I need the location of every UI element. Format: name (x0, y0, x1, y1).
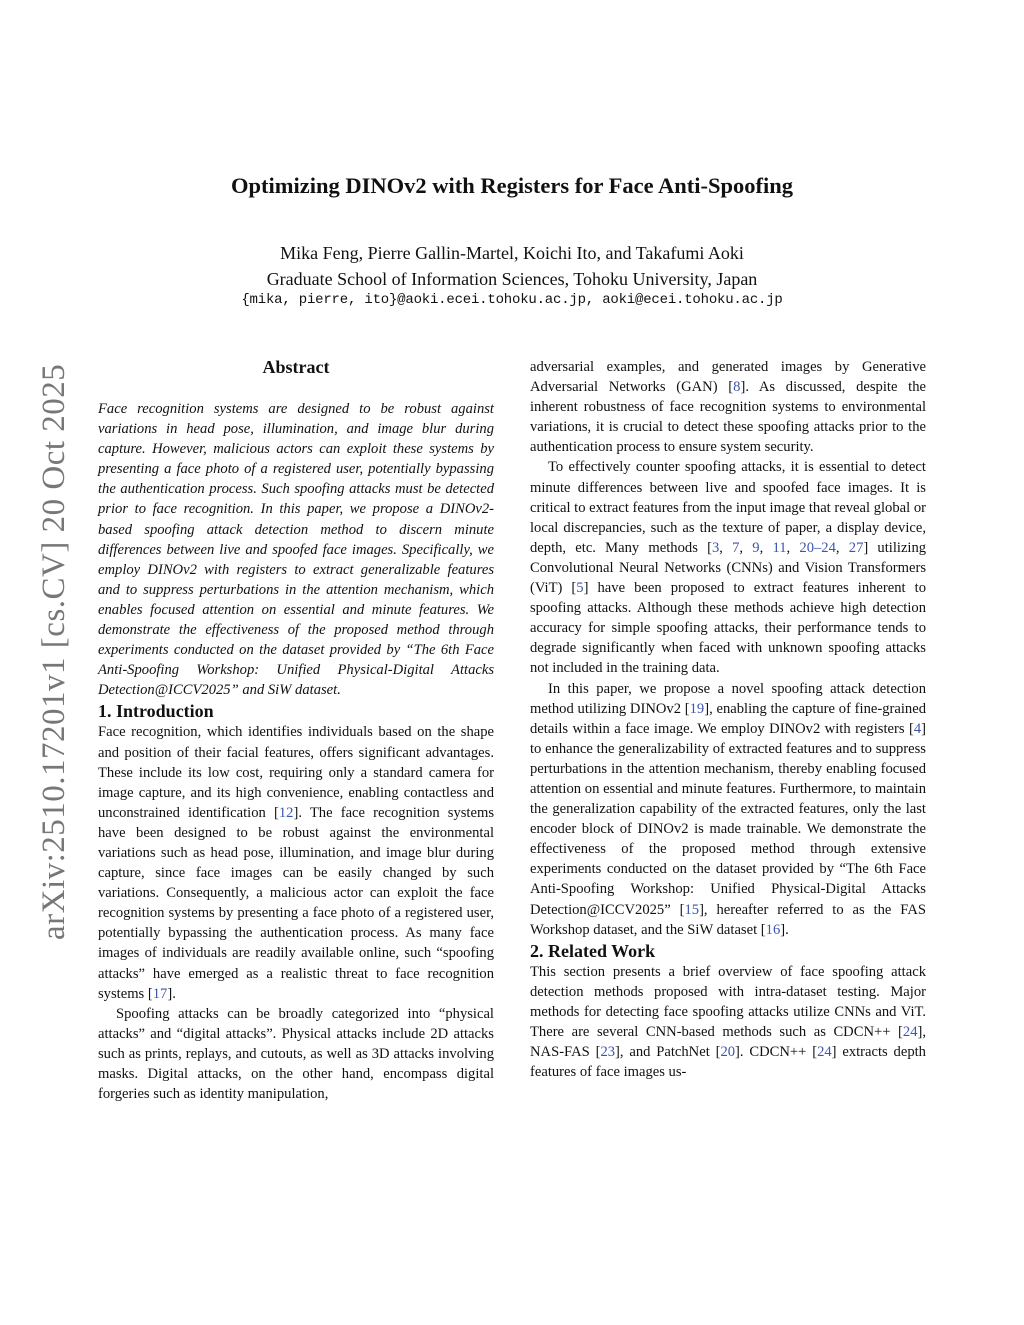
text-run: ] to enhance the generalizability of extracted features and to suppress perturbations in the attention mechanism, thereby enabling focused attention on essential and minute features. Furthermore, to maintain the generalization capability of the extracted features, only the last encoder block of DINOv2 is made trainable. We demonstrate the effectiveness of the proposed method through extensive experiments conducted on the dataset provided by “The 6th Face Anti-Spoofing Workshop: Unified Physical-Digital Attacks Detection@ICCV2025” [ (530, 720, 926, 918)
citation-link[interactable]: 23 (600, 1044, 616, 1061)
text-run: , (739, 539, 753, 556)
citation-link[interactable]: 12 (278, 804, 294, 821)
intro-paragraph-1 (98, 722, 494, 1003)
text-run: To effectively counter spoofing attacks, it is essential to detect minute differences between live and spoofed face images. It is critical to extract features from the input image that reveal global or local discrepancies, such as the texture of paper, a display device, depth, etc. Many methods [ (530, 459, 926, 556)
citation-link[interactable]: 24 (902, 1024, 918, 1040)
citation-link[interactable]: 20–24 (799, 539, 836, 556)
text-run: This section presents a brief overview of face spoofing attack detection methods proposed with intra-dataset testing. Major methods for detecting face spoofing attacks utilize CNNs and ViT. There are several CNN-based methods such as CDCN++ [ (530, 963, 926, 1040)
text-run: ], NAS-FAS [ (530, 1024, 926, 1061)
text-run: ], and PatchNet [ (615, 1044, 721, 1061)
text-run: ]. (780, 921, 789, 938)
related-work-heading: 2. Related Work (530, 940, 656, 961)
citation-link[interactable]: 27 (848, 539, 864, 556)
author-block (0, 240, 1024, 292)
citation-link[interactable]: 5 (576, 580, 584, 597)
citation-link[interactable]: 11 (772, 539, 787, 556)
intro-paragraph-4 (530, 457, 926, 678)
author-emails: {mika, pierre, ito}@aoki.ecei.tohoku.ac.jp, aoki@ecei.tohoku.ac.jp (241, 292, 783, 308)
intro-paragraph-3 (530, 357, 926, 457)
intro-paragraph-2: Spoofing attacks can be broadly categorized into “physical attacks” and “digital attacks”. Physical attacks include 2D attacks such as prints, replays, and cutouts, as well as 3D attacks involving masks. Digital attacks, on the other hand, encompass digital forgeries such as identity manipulation, (98, 1005, 494, 1103)
citation-link[interactable]: 20 (720, 1044, 736, 1061)
abstract-heading: Abstract (262, 357, 330, 377)
text-run: ], enabling the capture of fine-grained details within a face image. We employ DINOv2 with registers [ (530, 700, 926, 737)
text-run: , (759, 539, 773, 556)
citation-link[interactable]: 24 (817, 1044, 832, 1061)
author-affiliation: Graduate School of Information Sciences, Tohoku University, Japan (266, 269, 758, 289)
citation-link[interactable]: 17 (152, 985, 168, 1002)
citation-link[interactable]: 19 (689, 700, 705, 717)
intro-paragraph-5 (530, 679, 926, 940)
arxiv-identifier: arXiv:2510.17201v1 [cs.CV] 20 Oct 2025 (36, 363, 72, 940)
text-run: ]. The face recognition systems have been designed to be robust against the environmental variations such as head pose, illumination, and image blur during capture, since face images can be easily changed by such variations. Consequently, a malicious actor can exploit the face recognition systems by presenting a face photo of a registered user, potentially bypassing the authentication process. As many face images of individuals are readily available online, such “spoofing attacks” have emerged as a realistic threat to face recognition systems [ (98, 804, 494, 1002)
text-run: , (786, 539, 800, 556)
abstract-text: Face recognition systems are designed to be robust against variations in head pose, illumination, and image blur during capture. However, malicious actors can exploit these systems by presenting a face photo of a registered user, potentially bypassing the authentication process. Such spoofing attacks must be detected prior to face recognition. In this paper, we propose a DINOv2-based spoofing attack detection method to discern minute differences between live and spoofed face images. Specifically, we employ DINOv2 with registers to extract generalizable features and to suppress perturbations in the attention mechanism, which enables focused attention on essential and minute features. We demonstrate the effectiveness of the proposed method through experiments conducted on the dataset provided by “The 6th Face Anti-Spoofing Workshop: Unified Physical-Digital Attacks Detection@ICCV2025” and SiW dataset. (98, 401, 494, 699)
citation-link[interactable]: 4 (913, 720, 922, 737)
text-run: ]. As discussed, despite the inherent robustness of face recognition systems to environmental variations, it is crucial to detect these spoofing attacks prior to the authentication process to ensure system security. (530, 379, 926, 456)
citation-link[interactable]: 15 (684, 901, 700, 918)
text-run: Face recognition, which identifies individuals based on the shape and position of their facial features, offers significant advantages. These include its low cost, requiring only a standard camera for image capture, and its high convenience, enabling contactless and unconstrained identification [ (98, 724, 494, 821)
citation-link[interactable]: 16 (765, 921, 781, 938)
citation-link[interactable]: 7 (732, 539, 740, 556)
citation-link[interactable]: 9 (752, 539, 760, 556)
text-run: , (835, 539, 849, 556)
author-names: Mika Feng, Pierre Gallin-Martel, Koichi Ito, and Takafumi Aoki (280, 243, 744, 263)
intro-heading: 1. Introduction (98, 701, 214, 722)
text-run: ] have been proposed to extract features inherent to spoofing attacks. Although these methods achieve high detection accuracy for simple spoofing attacks, their performance tends to degrade significantly when faced with unknown spoofing attacks not included in the training data. (530, 580, 926, 677)
text-run: ] extracts depth features of face images us- (530, 1044, 926, 1081)
text-run: ]. CDCN++ [ (735, 1044, 818, 1061)
text-run: ] utilizing Convolutional Neural Networks (CNNs) and Vision Transformers (ViT) [ (530, 539, 927, 597)
citation-link[interactable]: 3 (711, 539, 720, 556)
text-run: ], hereafter referred to as the FAS Workshop dataset, and the SiW dataset [ (530, 901, 926, 938)
text-run: ]. (167, 985, 176, 1002)
related-paragraph-1 (530, 962, 926, 1083)
text-run: , (719, 539, 733, 556)
paper-title: Optimizing DINOv2 with Registers for Face Anti-Spoofing (230, 173, 794, 198)
text-run: adversarial examples, and generated images by Generative Adversarial Networks (GAN) [ (530, 359, 926, 396)
text-run: In this paper, we propose a novel spoofing attack detection method utilizing DINOv2 [ (530, 680, 926, 717)
right-column (530, 357, 926, 1082)
citation-link[interactable]: 8 (733, 379, 741, 396)
left-column (98, 356, 494, 1104)
